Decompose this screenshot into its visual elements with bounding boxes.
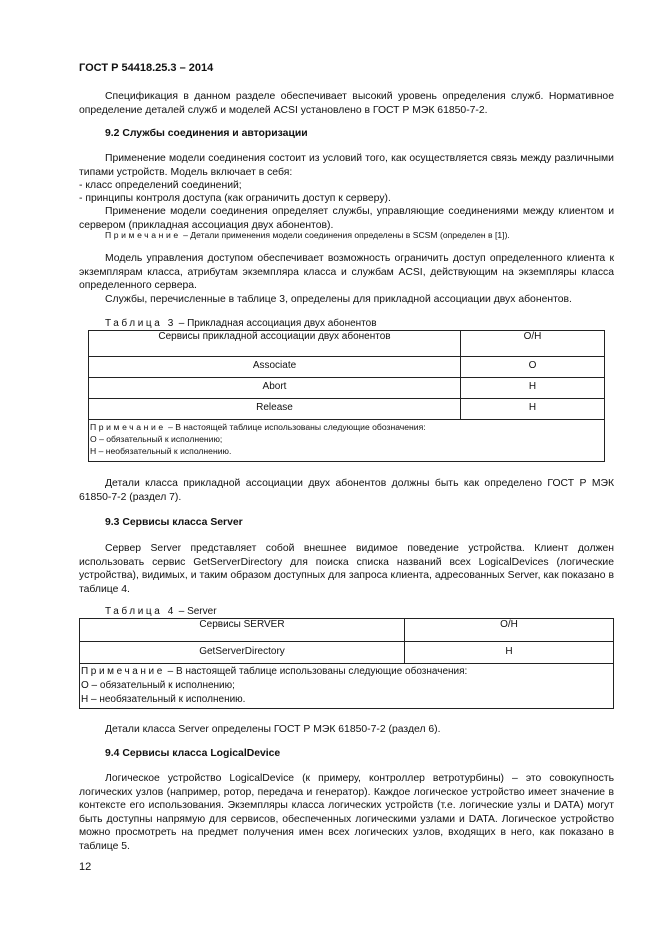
table-4-note-mandatory: О – обязательный к исполнению;	[81, 680, 235, 691]
table-cell-service: Associate	[89, 357, 461, 378]
table-cell-on: О	[461, 357, 605, 378]
table-cell-on: Н	[461, 399, 605, 420]
document-header: ГОСТ Р 54418.25.3 – 2014	[79, 62, 214, 74]
section-9-2-paragraph-4: Службы, перечисленные в таблице 3, определены для прикладной ассоциации двух абонентов.	[105, 294, 572, 305]
after-table-4-paragraph: Детали класса Server определены ГОСТ Р МЭК 61850-7-2 (раздел 6).	[105, 724, 441, 735]
table-4-note	[80, 664, 614, 709]
table-3-header-services: Сервисы прикладной ассоциации двух абонентов	[89, 331, 461, 357]
note-label: Примечание	[105, 230, 181, 240]
bullet-access-control: - принципы контроля доступа (как ограничить доступ к серверу).	[79, 193, 391, 204]
section-9-4-heading: 9.4 Сервисы класса LogicalDevice	[105, 748, 281, 759]
table-cell-service: Release	[89, 399, 461, 420]
table-cell-service: Abort	[89, 378, 461, 399]
section-9-2-heading: 9.2 Службы соединения и авторизации	[105, 128, 308, 139]
table-cell-on: Н	[405, 642, 614, 664]
intro-paragraph: Спецификация в данном разделе обеспечивает высокий уровень определения служб. Нормативное определение деталей служб и моделей ACSI установлено в ГОСТ Р МЭК 61850-7-2.	[79, 91, 614, 116]
table-4-note-label: Примечание	[81, 666, 165, 677]
table-4-header-services: Сервисы SERVER	[80, 619, 405, 642]
section-9-3-paragraph: Сервер Server представляет собой внешнее видимое поведение устройства. Клиент должен использовать сервис GetServerDirectory для поиска списка названий всех LogicalDevices (логические устройства), видимых, и таким образом доступных для запроса клиента, адресованных Server, как показано в таблице 4.	[79, 543, 614, 595]
table-row	[89, 378, 605, 399]
table-cell-on: Н	[461, 378, 605, 399]
table-3-note-optional: Н – необязательный к исполнению.	[90, 446, 232, 456]
table-3	[88, 330, 605, 462]
table-4-caption	[105, 606, 217, 617]
table-3-note-mandatory: О – обязательный к исполнению;	[90, 434, 223, 444]
table-3-note-text: – В настоящей таблице использованы следующие обозначения:	[165, 422, 426, 432]
table-row	[89, 357, 605, 378]
table-row	[89, 399, 605, 420]
table-cell-service: GetServerDirectory	[80, 642, 405, 664]
table-4-header-on: О/Н	[405, 619, 614, 642]
section-9-4-paragraph: Логическое устройство LogicalDevice (к примеру, контроллер ветротурбины) – это совокупность логических узлов (например, ротор, передача и генератор). Каждое логическое устройство имеет значение в контексте его использования. Экземпляры класса логических устройств (т.е. логические узлы и DATA) могут быть доступны напрямую для сервисов, обеспеченных логическими узлами и DATA. Логическое устройство можно просмотреть на предмет получения имен всех логических узлов, входящих в него, как показано в таблице 5.	[79, 773, 614, 852]
bullet-connection-classes: - класс определений соединений;	[79, 180, 242, 191]
table-3-note	[89, 420, 605, 462]
section-9-2-note	[105, 230, 510, 240]
table-3-header-on: О/Н	[461, 331, 605, 357]
table-3-caption	[105, 318, 377, 329]
table-3-caption-label: Таблица 3	[105, 318, 176, 329]
section-9-2-paragraph-3: Модель управления доступом обеспечивает возможность ограничить доступ определенного клиента к экземплярам класса, атрибутам экземпляра класса и службам ACSI, действующим на экземпляры класса определенного сервера.	[79, 253, 614, 292]
table-3-note-label: Примечание	[90, 422, 166, 432]
table-4	[79, 618, 614, 709]
section-9-2-paragraph-2: Применение модели соединения определяет службы, управляющие соединениями между клиентом и сервером (прикладная ассоциация двух абонентов).	[79, 206, 614, 231]
note-text: – Детали применения модели соединения определены в SCSM (определен в [1]).	[180, 230, 510, 240]
section-9-2-paragraph-1: Применение модели соединения состоит из условий того, как осуществляется связь между различными типами устройств. Модель включает в себя:	[79, 153, 614, 178]
table-4-caption-label: Таблица 4	[105, 606, 176, 617]
table-3-caption-text: – Прикладная ассоциация двух абонентов	[175, 318, 377, 329]
table-4-note-optional: Н – необязательный к исполнению.	[81, 694, 246, 705]
page-number: 12	[79, 861, 92, 873]
section-9-3-heading: 9.3 Сервисы класса Server	[105, 517, 243, 528]
table-4-note-text: – В настоящей таблице использованы следующие обозначения:	[164, 666, 468, 677]
table-4-caption-text: – Server	[175, 606, 217, 617]
after-table-3-paragraph: Детали класса прикладной ассоциации двух абонентов должны быть как определено ГОСТ Р МЭК 61850-7-2 (раздел 7).	[79, 478, 614, 503]
table-row	[80, 642, 614, 664]
